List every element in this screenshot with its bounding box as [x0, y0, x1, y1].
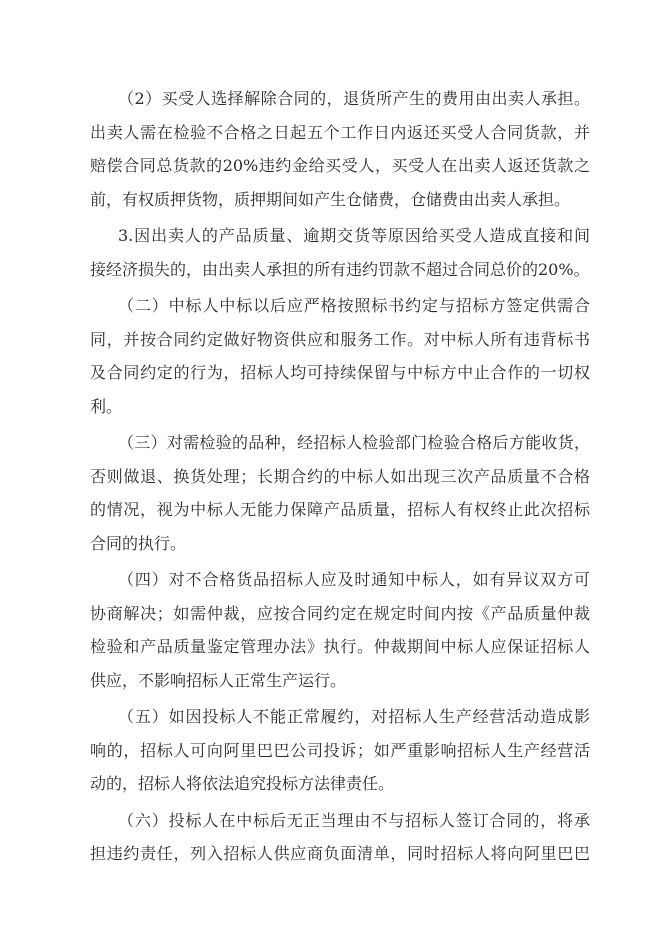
- text-line: 检验和产品质量鉴定管理办法》执行。仲裁期间中标人应保证招标人: [90, 637, 590, 656]
- text-line: （三）对需检验的品种，经招标人检验部门检验合格后方能收货，: [118, 433, 590, 452]
- text-line: 供应，不影响招标人正常生产运行。: [90, 670, 347, 690]
- text-line: 响的，招标人可向阿里巴巴公司投诉；如严重影响招标人生产经营活: [90, 740, 590, 760]
- paragraph: [90, 82, 590, 216]
- text-line: 3.因出卖人的产品质量、逾期交货等原因给买受人造成直接和间: [118, 226, 590, 245]
- text-line: （六）投标人在中标后无正当理由不与招标人签订合同的，将承: [118, 810, 590, 830]
- text-line: 利。: [90, 396, 123, 416]
- text-line: （2）买受人选择解除合同的，退货所产生的费用由出卖人承担。: [118, 89, 590, 108]
- text-line: 否则做退、换货处理；长期合约的中标人如出现三次产品质量不合格: [90, 466, 590, 486]
- paragraph: [90, 289, 590, 423]
- text-line: 的情况，视为中标人无能力保障产品质量，招标人有权终止此次招标: [90, 500, 590, 519]
- paragraph: [90, 426, 590, 560]
- text-line: 协商解决；如需仲裁，应按合同约定在规定时间内按《产品质量仲裁: [90, 603, 590, 623]
- text-line: 前，有权质押货物，质押期间如产生仓储费，仓储费由出卖人承担。: [90, 189, 571, 209]
- text-line: 担违约责任，列入招标人供应商负面清单，同时招标人将向阿里巴巴: [90, 844, 590, 863]
- text-line: 出卖人需在检验不合格之日起五个工作日内返还买受人合同货款，并: [90, 122, 590, 142]
- document-page: [90, 82, 590, 874]
- text-line: （五）如因投标人不能正常履约，对招标人生产经营活动造成影: [118, 707, 590, 726]
- text-line: 赔偿合同总货款的20%违约金给买受人，买受人在出卖人返还货款之: [90, 156, 590, 175]
- text-line: 同，并按合同约定做好物资供应和服务工作。对中标人所有违背标书: [90, 329, 590, 349]
- text-line: 合同的执行。: [90, 533, 187, 553]
- text-line: （二）中标人中标以后应严格按照标书约定与招标方签定供需合: [118, 296, 590, 315]
- paragraph: [90, 219, 590, 286]
- paragraph: [90, 700, 590, 801]
- text-line: 接经济损失的，由出卖人承担的所有违约罚款不超过合同总价的20%。: [90, 259, 590, 279]
- text-line: 动的，招标人将依法追究投标方法律责任。: [90, 774, 395, 793]
- text-line: （四）对不合格货品招标人应及时通知中标人，如有异议双方可: [118, 570, 590, 589]
- paragraph: [90, 804, 590, 871]
- text-line: 及合同约定的行为，招标人均可持续保留与中标方中止合作的一切权: [90, 363, 590, 382]
- paragraph: [90, 563, 590, 697]
